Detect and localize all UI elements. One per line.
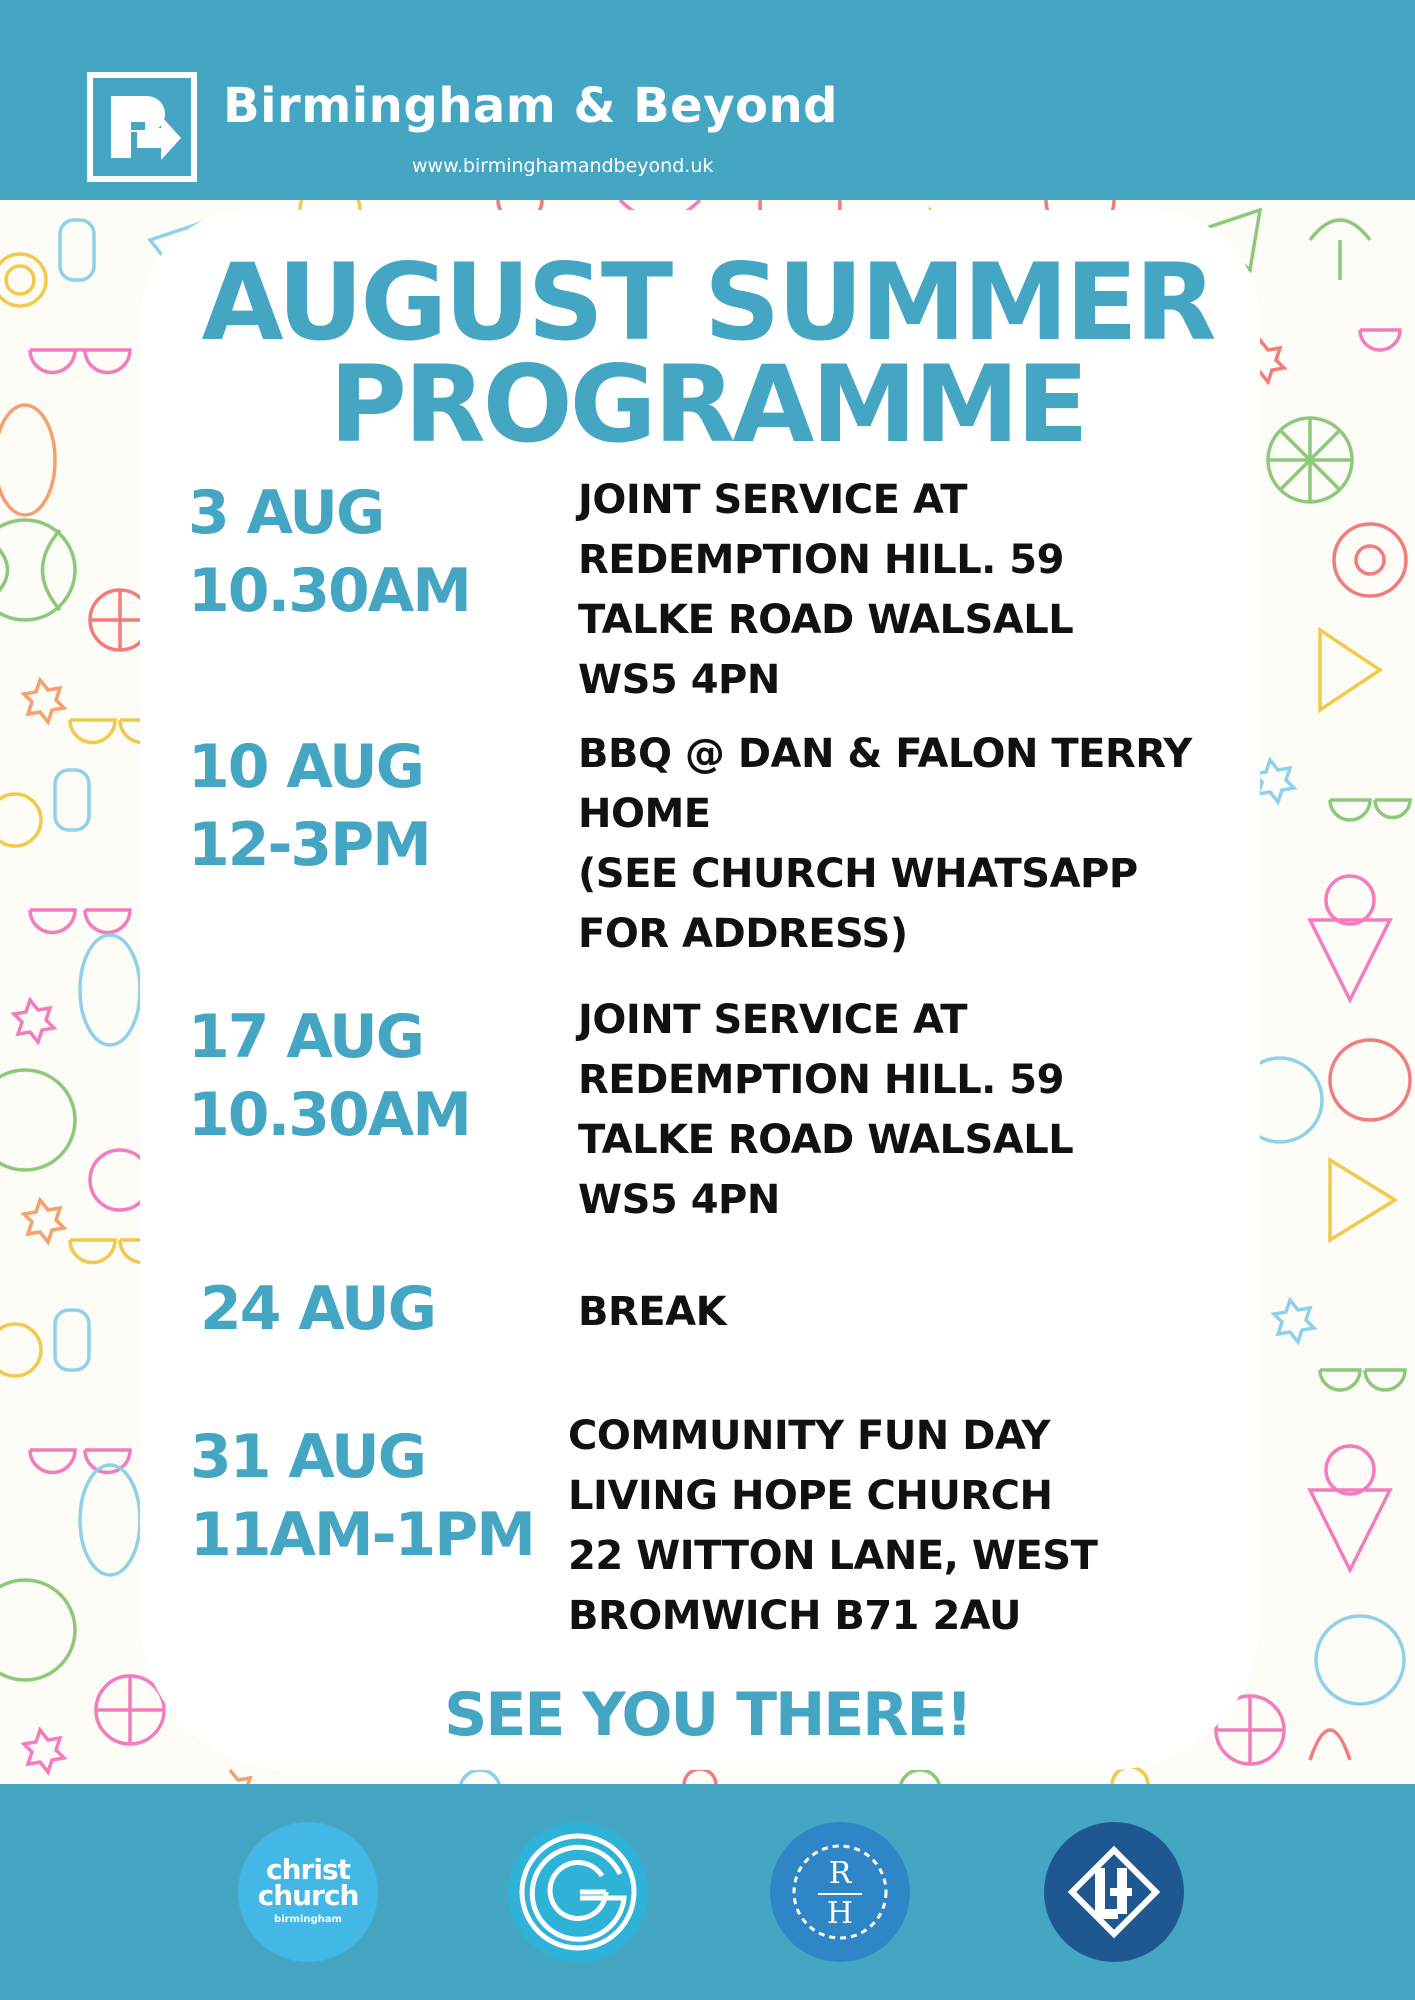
g-circle-logo-icon bbox=[508, 1822, 648, 1962]
event-desc-line: BBQ @ DAN & FALON TERRY bbox=[578, 731, 1192, 777]
event-date: 17 AUG bbox=[188, 1002, 423, 1072]
redemption-hill-logo-icon bbox=[770, 1822, 910, 1962]
event-date: 10 AUG bbox=[188, 732, 423, 802]
event-time: 10.30AM bbox=[188, 556, 470, 626]
christ-church-line2: church bbox=[257, 1879, 359, 1912]
event-date: 31 AUG bbox=[190, 1422, 425, 1492]
event-desc-line: (SEE CHURCH WHATSAPP bbox=[578, 851, 1138, 897]
event-desc-line: TALKE ROAD WALSALL bbox=[578, 597, 1074, 643]
event-time: 12-3PM bbox=[188, 810, 430, 880]
christ-church-line3: birmingham bbox=[274, 1914, 342, 1925]
christ-church-logo-icon bbox=[238, 1822, 378, 1962]
header-bar bbox=[0, 0, 1415, 200]
event-desc-line: JOINT SERVICE AT bbox=[578, 477, 967, 523]
event-desc-line: TALKE ROAD WALSALL bbox=[578, 1117, 1074, 1163]
event-desc-line: REDEMPTION HILL. 59 bbox=[578, 537, 1064, 583]
event-desc-line: JOINT SERVICE AT bbox=[578, 997, 967, 1043]
b-arrow-logo-icon bbox=[87, 72, 197, 182]
title-line-1: AUGUST SUMMER bbox=[201, 241, 1214, 364]
website-link[interactable]: www.birminghamandbeyond.uk bbox=[412, 155, 714, 177]
event-time: 11AM-1PM bbox=[190, 1500, 534, 1570]
event-desc-line: FOR ADDRESS) bbox=[578, 911, 908, 957]
closing-message: SEE YOU THERE! bbox=[444, 1680, 971, 1750]
title-line-2: PROGRAMME bbox=[329, 343, 1086, 466]
event-time: 10.30AM bbox=[188, 1080, 470, 1150]
event-desc-line: LIVING HOPE CHURCH bbox=[568, 1473, 1053, 1519]
brand-name: Birmingham & Beyond bbox=[223, 78, 839, 134]
event-desc-line: BROMWICH B71 2AU bbox=[568, 1593, 1021, 1639]
event-desc-line: COMMUNITY FUN DAY bbox=[568, 1413, 1050, 1459]
event-date: 24 AUG bbox=[200, 1274, 435, 1344]
event-desc-line: 22 WITTON LANE, WEST bbox=[568, 1533, 1098, 1579]
event-desc-line: BREAK bbox=[578, 1289, 727, 1335]
event-desc-line: WS5 4PN bbox=[578, 1177, 780, 1223]
event-desc-line: WS5 4PN bbox=[578, 657, 780, 703]
event-desc-line: HOME bbox=[578, 791, 711, 837]
christ-church-line1: christ bbox=[266, 1853, 350, 1886]
rh-letter-top: R bbox=[828, 1856, 852, 1891]
event-desc-line: REDEMPTION HILL. 59 bbox=[578, 1057, 1064, 1103]
rh-letter-bottom: H bbox=[826, 1896, 854, 1931]
event-date: 3 AUG bbox=[188, 478, 384, 548]
living-hope-logo-icon bbox=[1044, 1822, 1184, 1962]
footer-bar bbox=[0, 1784, 1415, 2000]
